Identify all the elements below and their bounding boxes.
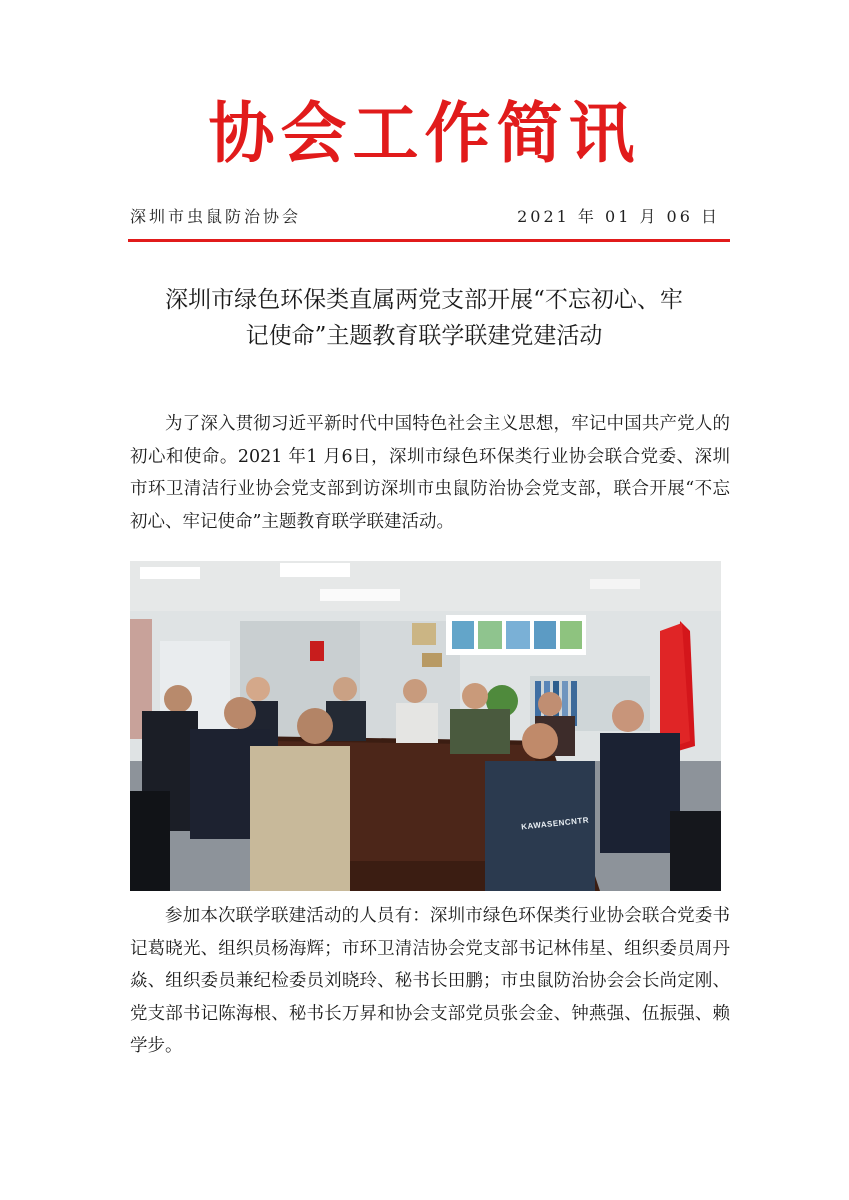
- jacket-print: KAWASENCNTR: [520, 815, 590, 832]
- organization-name: 深圳市虫鼠防治协会: [130, 207, 302, 226]
- article-headline: [118, 282, 730, 354]
- issue-date: 2021 年 01 月 06 日: [517, 207, 720, 226]
- newsletter-masthead: 协会工作简讯: [208, 94, 641, 172]
- meeting-photo-illustration: [130, 561, 721, 891]
- header-divider: [128, 239, 730, 242]
- article-paragraph-1: 为了深入贯彻习近平新时代中国特色社会主义思想，牢记中国共产党人的初心和使命。2021 年1 月6日，深圳市绿色环保类行业协会联合党委、深圳市环卫清洁行业协会党支部到访深圳市虫鼠防治协会党支部，联合开展“不忘初心、牢记使命”主题教育联学联建活动。: [130, 414, 730, 532]
- meta-row: [130, 204, 720, 227]
- meeting-photo: [130, 561, 721, 891]
- headline-line-1: 深圳市绿色环保类直属两党支部开展“不忘初心、牢: [165, 287, 683, 313]
- article-paragraph-2: 参加本次联学联建活动的人员有：深圳市绿色环保类行业协会联合党委书记葛晓光、组织员杨海辉；市环卫清洁协会党支部书记林伟星、组织委员周丹焱、组织委员兼纪检委员刘晓玲、秘书长田鹏；市虫鼠防治协会会长尚定刚、党支部书记陈海根、秘书长万昇和协会支部党员张会金、钟燕强、伍振强、赖学步。: [130, 906, 730, 1056]
- headline-line-2: 记使命”主题教育联学联建党建活动: [245, 323, 603, 349]
